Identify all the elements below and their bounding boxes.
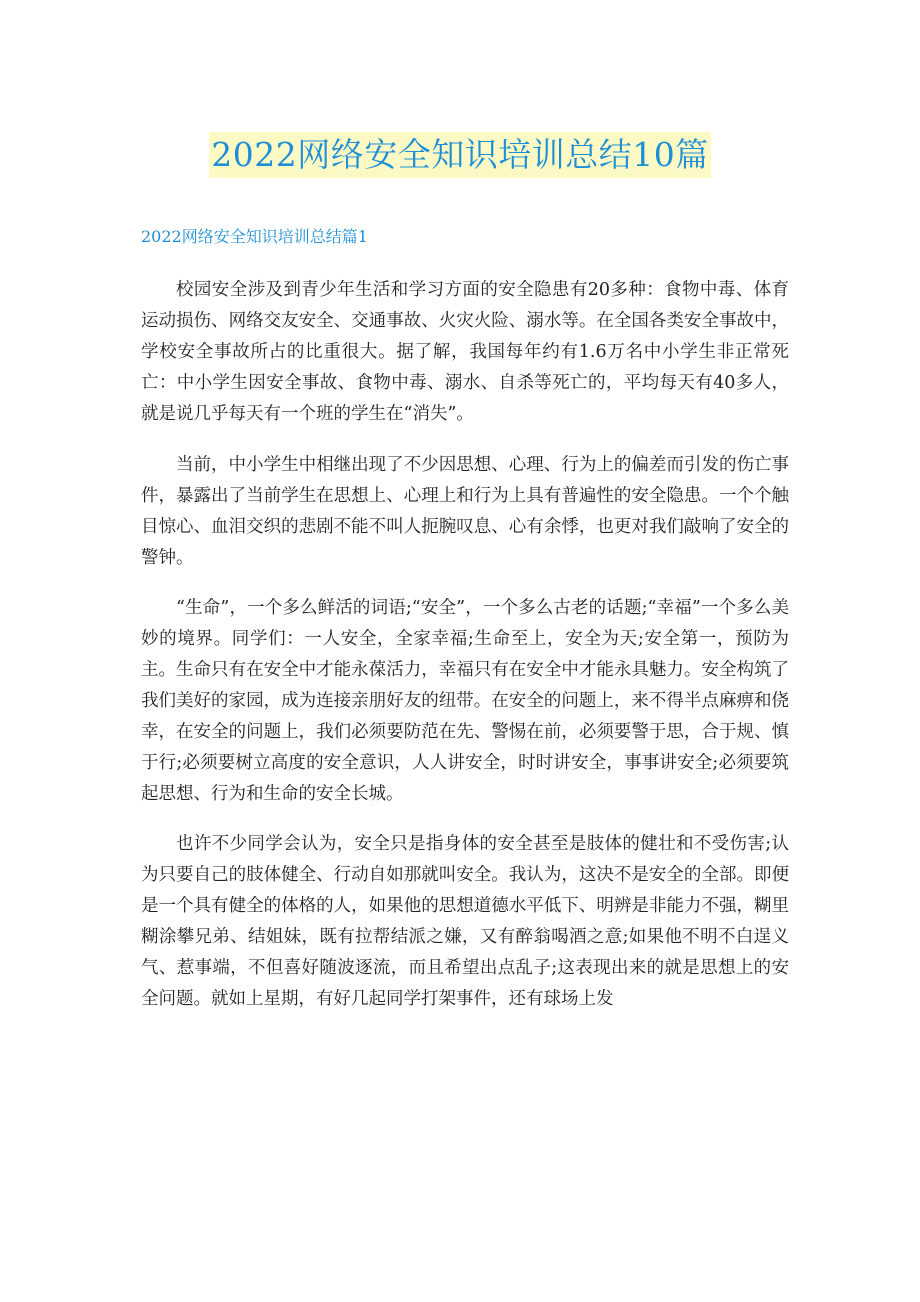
paragraph-4: 也许不少同学会认为，安全只是指身体的安全甚至是肢体的健壮和不受伤害;认为只要自己的肢体健全、行动自如那就叫安全。我认为，这决不是安全的全部。即便是一个具有健全的体格的人，如果他的思想道德水平低下、明辨是非能力不强，糊里糊涂攀兄弟、结姐妹，既有拉帮结派之嫌，又有醉翁喝酒之意;如果他不明不白逞义气、惹事端，不但喜好随波逐流，而且希望出点乱子;这表现出来的就是思想上的安全问题。就如上星期，有好几起同学打架事件，还有球场上发 <box>141 834 789 1009</box>
paragraph-1: 校园安全涉及到青少年生活和学习方面的安全隐患有20多种：食物中毒、体育运动损伤、网络交友安全、交通事故、火灾火险、溺水等。在全国各类安全事故中，学校安全事故所占的比重很大。据了解，我国每年约有1.6万名中小学生非正常死亡：中小学生因安全事故、食物中毒、溺水、自杀等死亡的，平均每天有40多人，就是说几乎每天有一个班的学生在“消失”。 <box>141 280 789 424</box>
section-heading: 2022网络安全知识培训总结篇1 <box>141 227 368 246</box>
document-body <box>141 275 789 1035</box>
paragraph-3: “生命”，一个多么鲜活的词语;“安全”，一个多么古老的话题;“幸福”一个多么美妙的境界。同学们：一人安全，全家幸福;生命至上，安全为天;安全第一，预防为主。生命只有在安全中才能永葆活力，幸福只有在安全中才能永具魅力。安全构筑了我们美好的家园，成为连接亲朋好友的纽带。在安全的问题上，来不得半点麻痹和侥幸，在安全的问题上，我们必须要防范在先、警惕在前，必须要警于思，合于规、慎于行;必须要树立高度的安全意识，人人讲安全，时时讲安全，事事讲安全;必须要筑起思想、行为和生命的安全长城。 <box>141 598 789 804</box>
document-title: 2022网络安全知识培训总结10篇 <box>209 132 710 178</box>
title-container <box>0 132 920 178</box>
paragraph-2: 当前，中小学生中相继出现了不少因思想、心理、行为上的偏差而引发的伤亡事件，暴露出了当前学生在思想上、心理上和行为上具有普遍性的安全隐患。一个个触目惊心、血泪交织的悲剧不能不叫人扼腕叹息、心有余悸，也更对我们敲响了安全的警钟。 <box>141 455 789 568</box>
